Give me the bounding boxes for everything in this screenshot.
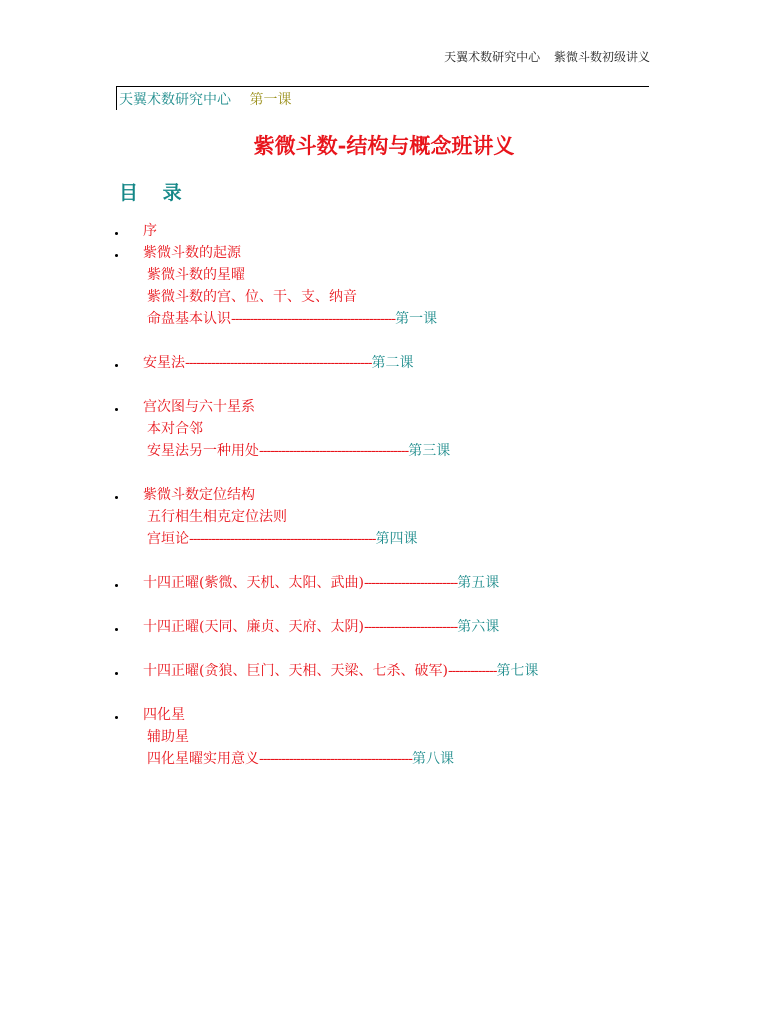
- lesson-ref: 第一课: [395, 311, 438, 327]
- lesson-ref: 第二课: [371, 355, 414, 371]
- header-course: 紫微斗数初级讲义: [553, 50, 650, 64]
- toc-item: [112, 242, 672, 264]
- toc-item: [112, 396, 672, 418]
- org-lesson-line: [119, 89, 291, 109]
- toc-item: [112, 616, 672, 638]
- org-name: 天翼术数研究中心: [119, 92, 231, 108]
- toc-subitem-label: 五行相生相克定位法则: [147, 509, 287, 525]
- leader-dashes: -------------: [447, 663, 497, 679]
- lesson-ref: 第三课: [408, 443, 451, 459]
- toc-item-label: 安星法: [143, 355, 185, 371]
- lesson-ref: 第四课: [375, 531, 418, 547]
- toc-heading-char-2: 录: [162, 182, 182, 204]
- toc-subitem: [112, 418, 672, 440]
- toc-subitem: [112, 264, 672, 286]
- document-title: 紫微斗数-结构与概念班讲义: [253, 133, 515, 158]
- leader-dashes: ----------------------------------------: [259, 443, 409, 459]
- bullet-icon: [115, 254, 118, 257]
- toc-subitem: [112, 748, 672, 770]
- toc-item-label: 十四正曜(天同、廉贞、天府、太阴): [143, 619, 364, 635]
- bullet-icon: [115, 232, 118, 235]
- toc-item: [112, 660, 672, 682]
- bullet-icon: [115, 716, 118, 719]
- toc-subitem: [112, 286, 672, 308]
- toc-subitem: [112, 506, 672, 528]
- bullet-icon: [115, 672, 118, 675]
- toc-item-label: 紫微斗数定位结构: [143, 487, 255, 503]
- toc-subitem: [112, 528, 672, 550]
- leader-dashes: -----------------------------------------: [259, 751, 412, 767]
- leader-dashes: -------------------------: [363, 575, 458, 591]
- toc-item-label: 十四正曜(贪狼、巨门、天相、天梁、七杀、破军): [143, 663, 448, 679]
- toc-item: [112, 572, 672, 594]
- running-header: [444, 48, 650, 65]
- toc-item: [112, 352, 672, 374]
- leader-dashes: -------------------------: [363, 619, 458, 635]
- header-rule-tick: [116, 86, 117, 110]
- bullet-icon: [115, 584, 118, 587]
- lesson-ref: 第八课: [411, 751, 454, 767]
- toc-subitem-label: 命盘基本认识: [147, 311, 231, 327]
- header-org: 天翼术数研究中心: [444, 50, 541, 64]
- lesson-ref: 第七课: [496, 663, 539, 679]
- toc-subitem: [112, 440, 672, 462]
- toc-item: [112, 220, 672, 242]
- toc-subitem-label: 紫微斗数的宫、位、干、支、纳音: [147, 289, 357, 305]
- toc-item: [112, 484, 672, 506]
- table-of-contents: [112, 220, 672, 770]
- toc-subitem-label: 本对合邻: [147, 421, 203, 437]
- lesson-label: 第一课: [249, 92, 292, 108]
- toc-heading: [119, 178, 182, 205]
- toc-item: [112, 704, 672, 726]
- bullet-icon: [115, 408, 118, 411]
- bullet-icon: [115, 628, 118, 631]
- toc-subitem: [112, 308, 672, 330]
- leader-dashes: --------------------------------------------: [231, 311, 396, 327]
- bullet-icon: [115, 364, 118, 367]
- toc-subitem-label: 紫微斗数的星曜: [147, 267, 245, 283]
- bullet-icon: [115, 496, 118, 499]
- toc-subitem-label: 辅助星: [147, 729, 189, 745]
- toc-item-label: 紫微斗数的起源: [143, 245, 241, 261]
- leader-dashes: --------------------------------------------------: [189, 531, 376, 547]
- toc-item-label: 宫次图与六十星系: [143, 399, 255, 415]
- toc-subitem-label: 安星法另一种用处: [147, 443, 259, 459]
- leader-dashes: --------------------------------------------------: [185, 355, 372, 371]
- lesson-ref: 第五课: [457, 575, 500, 591]
- toc-item-label: 序: [143, 223, 157, 239]
- toc-subitem-label: 宫垣论: [147, 531, 189, 547]
- header-rule: [116, 86, 649, 87]
- toc-item-label: 十四正曜(紫微、天机、太阳、武曲): [143, 575, 364, 591]
- toc-item-label: 四化星: [143, 707, 185, 723]
- toc-subitem-label: 四化星曜实用意义: [147, 751, 259, 767]
- toc-heading-char-1: 目: [119, 182, 139, 204]
- lesson-ref: 第六课: [457, 619, 500, 635]
- toc-subitem: [112, 726, 672, 748]
